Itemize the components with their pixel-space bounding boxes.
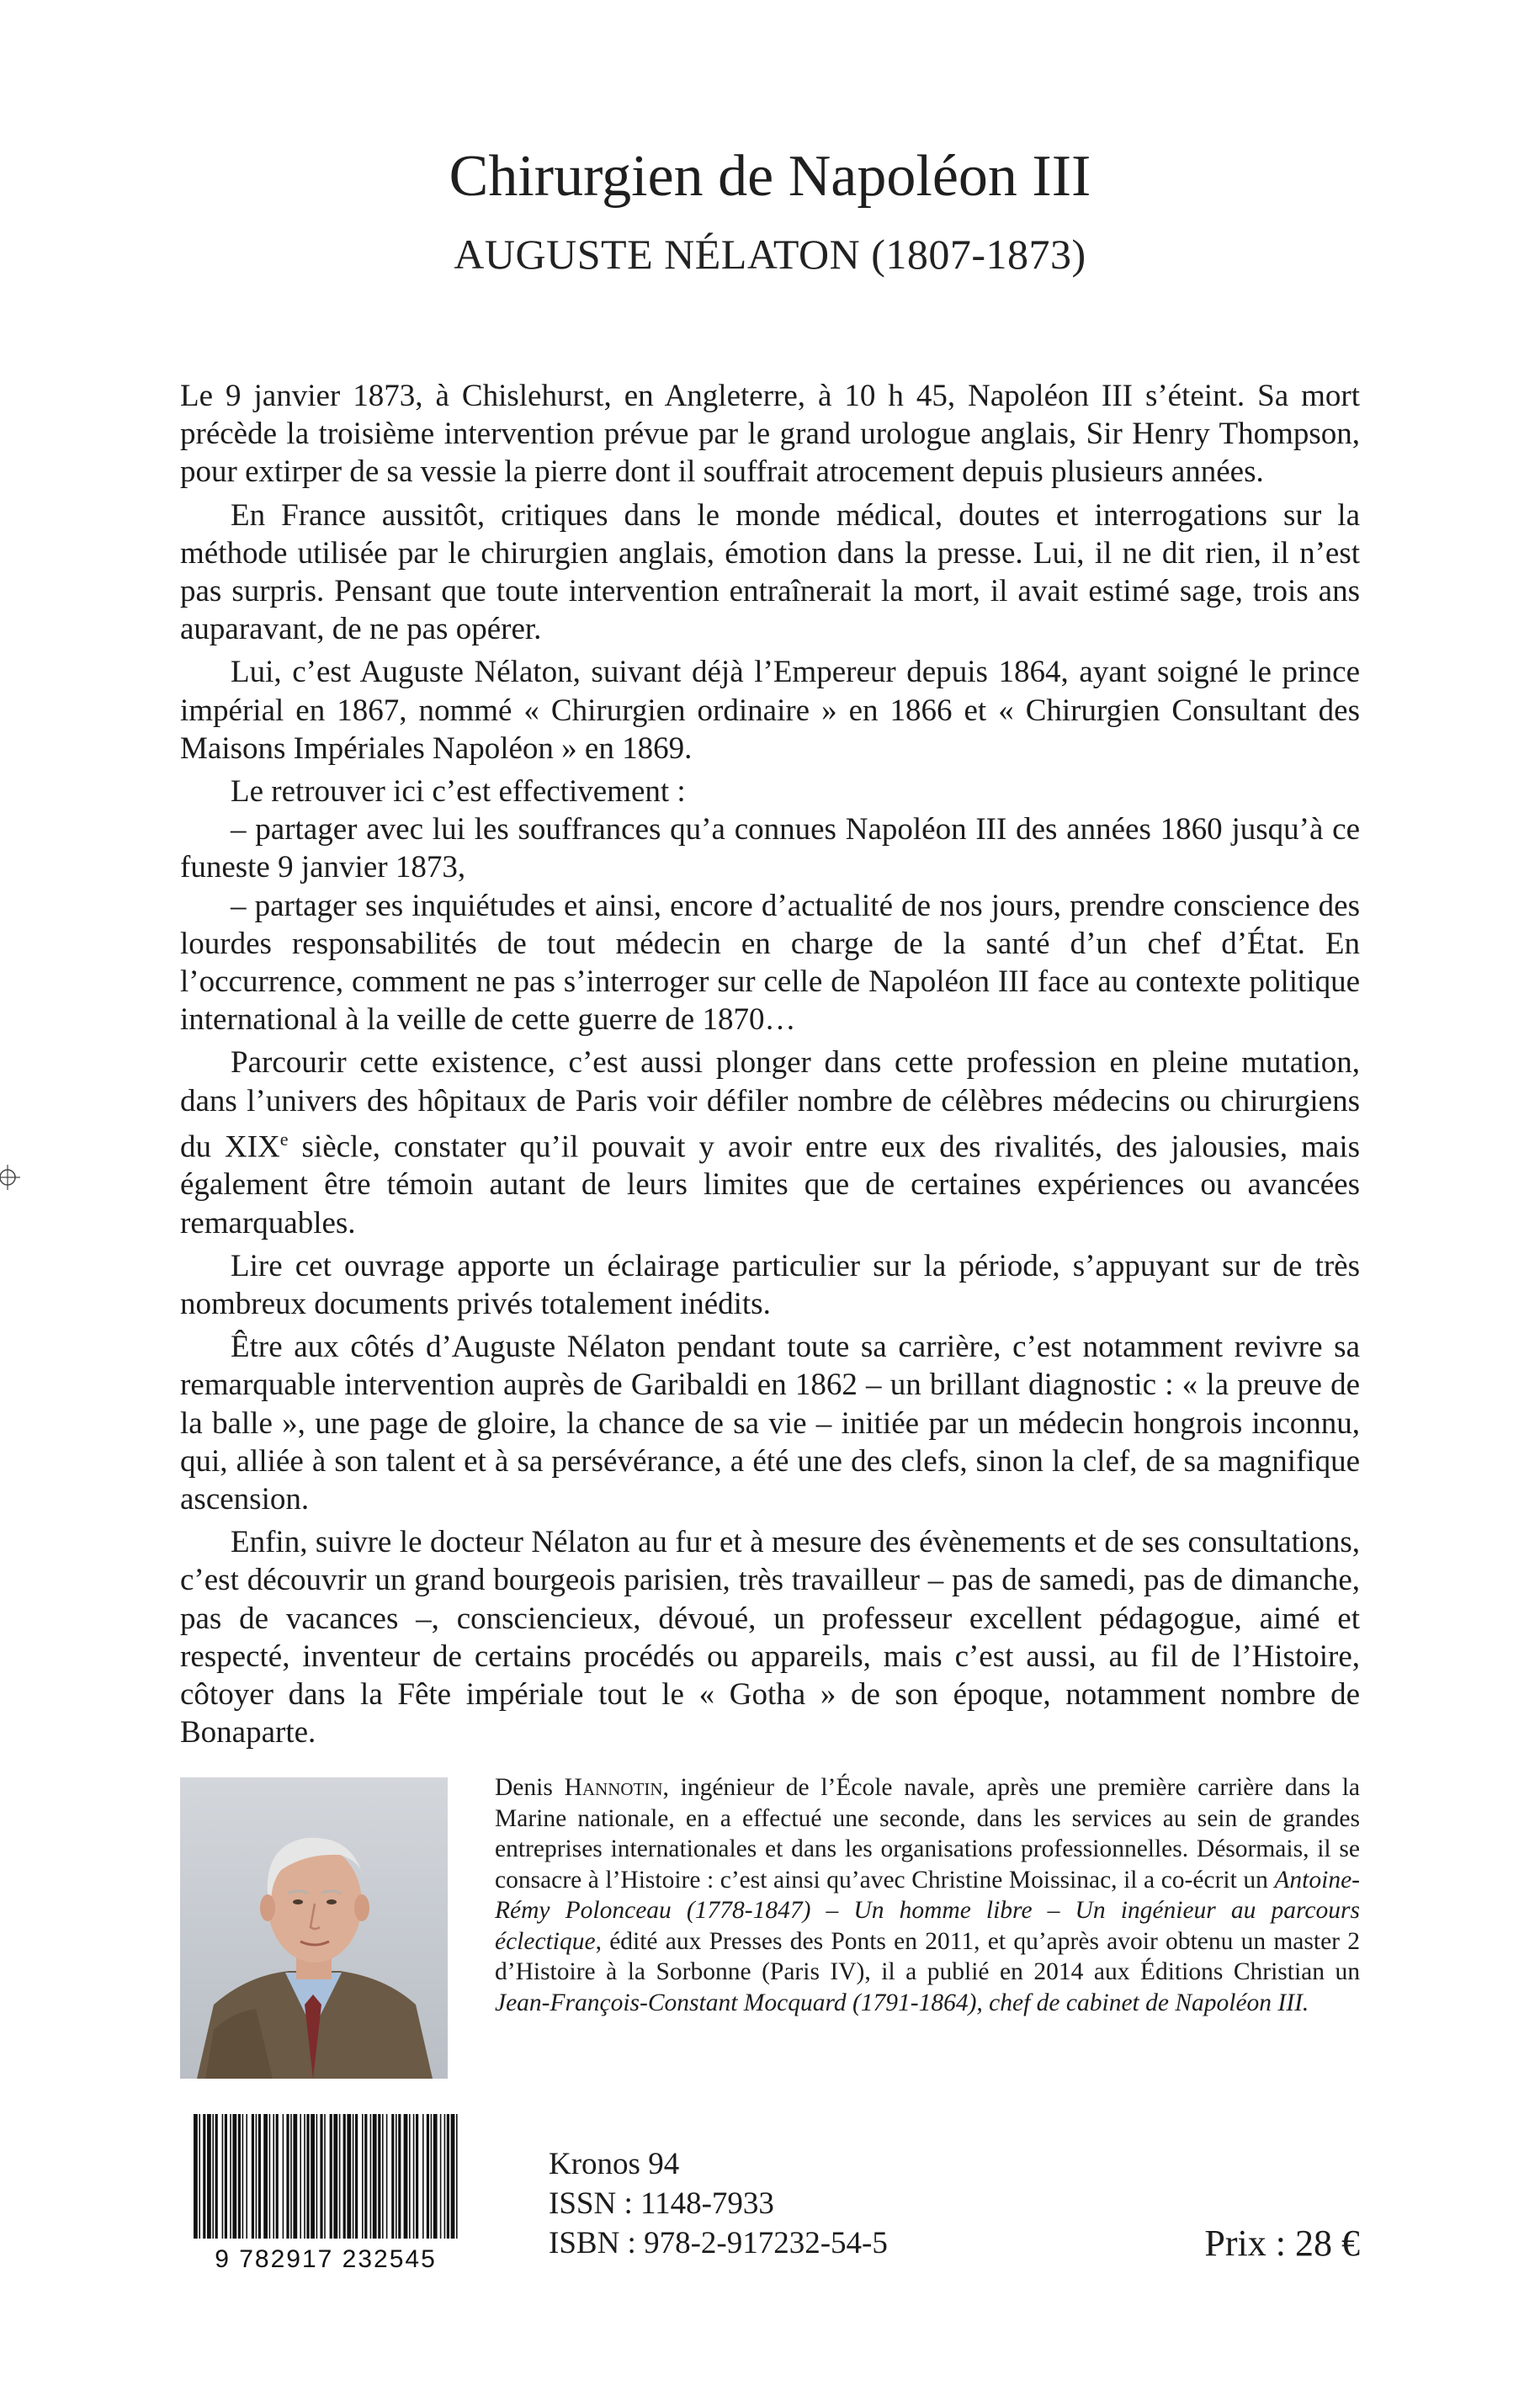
barcode-bar [203, 2114, 205, 2239]
barcode-bar [199, 2114, 200, 2239]
barcode-bar [215, 2114, 218, 2239]
barcode-bar [330, 2114, 332, 2239]
barcode-bar [333, 2114, 337, 2239]
barcode-bar [413, 2114, 415, 2239]
blurb-list-item: – partager avec lui les souffrances qu’a connues Napoléon III des années 1860 jusqu’à ce funeste 9 janvier 1873, [180, 812, 1360, 885]
barcode-bar [378, 2114, 380, 2239]
barcode-bar [290, 2114, 292, 2239]
barcode-bar [364, 2114, 367, 2239]
barcode-bar [304, 2114, 305, 2239]
bio-paragraph [495, 1772, 1360, 2018]
barcode-bar [404, 2114, 408, 2239]
barcode-graphic [189, 2114, 463, 2271]
barcode-bar [391, 2114, 394, 2239]
author-bio [495, 1772, 1360, 2018]
bio-text: , ingénieur de l’École navale, après une première carrière dans la Marine nationale, en a effectué une seconde, dans les services au sein de grandes entreprises internationales et dans les organisations professionnelles. Désormais, il se consacre à l’Histoire : c’est ainsi qu’avec Christine Moissinac, il a co-écrit un [495, 1774, 1360, 1894]
barcode-bar [447, 2114, 449, 2239]
superscript: e [279, 1128, 289, 1150]
barcode-bar [276, 2114, 279, 2239]
price: Prix : 28 € [1204, 2223, 1360, 2264]
barcode-bar [222, 2114, 224, 2239]
author-last-name: Hannotin [564, 1774, 663, 1801]
barcode-bar [300, 2114, 301, 2239]
blurb [180, 377, 1360, 1756]
barcode-bar [427, 2114, 429, 2239]
barcode-bar [422, 2114, 424, 2239]
barcode-bar [242, 2114, 244, 2239]
blurb-paragraph: Lire cet ouvrage apporte un éclairage particulier sur la période, s’appuyant sur de très nombreux documents privés totalement inédits. [180, 1248, 1360, 1321]
barcode-bar [398, 2114, 401, 2239]
barcode-bar [373, 2114, 377, 2239]
barcode-bar [431, 2114, 433, 2239]
barcode-digits: 9 782917 232545 [215, 2245, 437, 2271]
isbn-barcode [189, 2114, 463, 2271]
barcode-bar [456, 2114, 458, 2239]
barcode-bar [286, 2114, 289, 2239]
barcode-bar [256, 2114, 258, 2239]
bio-text: , édité aux Presses des Ponts en 2011, et qu’après avoir obtenu un master 2 d’Histoire à la Sorbonne (Paris IV), il a publié en 2014 aux Éditions Christian un [495, 1927, 1360, 1985]
blurb-paragraph: Être aux côtés d’Auguste Nélaton pendant toute sa carrière, c’est notamment revivre sa remarquable intervention auprès de Garibaldi en 1862 – un brillant diagnostic : « la preuve de la balle », une page de gloire, la chance de sa vie – initiée par un médecin hongrois inconnu, qui, alliée à son talent et à sa persévérance, a été une des clefs, sinon la clef, de sa magnifique ascension. [180, 1330, 1360, 1517]
barcode-bar [311, 2114, 315, 2239]
barcode-bar [324, 2114, 326, 2239]
barcode-bar [238, 2114, 241, 2239]
barcode-bar [382, 2114, 384, 2239]
barcode-bar [451, 2114, 455, 2239]
blurb-list-item: – partager ses inquiétudes et ainsi, encore d’actualité de nos jours, prendre conscience des lourdes responsabilités de tout médecin en charge de la santé d’un chef d’État. En l’occurrence, comment ne pas s’interroger sur celle de Napoléon III face au contexte politique international à la veille de cette guerre de 1870… [180, 888, 1360, 1038]
blurb-paragraph: Enfin, suivre le docteur Nélaton au fur et à mesure des évènements et de ses consultations, c’est découvrir un grand bourgeois parisien, très travailleur – pas de samedi, pas de dimanche, pas de vacances –, consciencieux, dévoué, un professeur excellent pédagogue, aimé et respecté, inventeur de certains procédés ou appareils, mais c’est aussi, au fil de l’Histoire, côtoyer dans la Fête impériale tout le « Gotha » de son époque, notamment nombre de Bonaparte. [180, 1525, 1360, 1750]
blurb-text: Parcourir cette existence, c’est aussi plonger dans cette profession en pleine mutation, dans l’univers des hôpitaux de Paris voir défiler nombre de célèbres médecins ou chirurgiens du XIX [180, 1045, 1360, 1165]
barcode-bar [306, 2114, 309, 2239]
author-photo [180, 1777, 448, 2079]
publication-info [549, 2144, 888, 2263]
barcode-bar [207, 2114, 211, 2239]
barcode-bar [246, 2114, 247, 2239]
barcode-bar [316, 2114, 318, 2239]
blurb-paragraph: Le 9 janvier 1873, à Chislehurst, en Angleterre, à 10 h 45, Napoléon III s’éteint. Sa mort précède la troisième intervention prévue par le grand urologue anglais, Sir Henry Thompson, pour extirper de sa vessie la pierre dont il souffrait atrocement depuis plusieurs années. [180, 379, 1360, 490]
blurb-paragraph [180, 1044, 1360, 1241]
barcode-bar [440, 2114, 442, 2239]
blurb-paragraph: Lui, c’est Auguste Nélaton, suivant déjà l’Empereur depuis 1864, ayant soigné le prince impérial en 1867, nommé « Chirurgien ordinaire » en 1866 et « Chirurgien Consultant des Maisons Impériales Napoléon » en 1869. [180, 655, 1360, 766]
barcode-bar [347, 2114, 351, 2239]
barcode-bar [355, 2114, 358, 2239]
barcode-bar [416, 2114, 418, 2239]
barcode-bar [343, 2114, 346, 2239]
barcode-bar [409, 2114, 411, 2239]
book-subtitle: AUGUSTE NÉLATON (1807-1873) [454, 231, 1086, 278]
barcode-bar [230, 2114, 231, 2239]
barcode-bar [362, 2114, 364, 2239]
blurb-text: siècle, constater qu’il pouvait y avoir entre eux des rivalités, des jalousies, mais également être témoin autant de leurs limites que de certaines expériences ou avancées remarquables. [180, 1129, 1360, 1240]
barcode-bar [293, 2114, 297, 2239]
barcode-bar [283, 2114, 284, 2239]
registration-mark-icon [0, 1165, 20, 1190]
barcode-bar [433, 2114, 438, 2239]
barcode-bar [339, 2114, 341, 2239]
book-title: Chirurgien de Napoléon III [449, 144, 1091, 209]
issn: ISSN : 1148-7933 [549, 2186, 774, 2221]
barcode-bar [444, 2114, 446, 2239]
bio-book-title: Antoine-Rémy Polonceau (1778-1847) – Un homme libre – Un ingénieur au parcours éclectique [495, 1866, 1360, 1955]
bio-book-title: Jean-François-Constant Mocquard (1791-1864), chef de cabinet de Napoléon III. [495, 1989, 1309, 2016]
barcode-bar [258, 2114, 261, 2239]
barcode-bar [194, 2114, 198, 2239]
series-name: Kronos 94 [549, 2147, 680, 2181]
author-portrait-image [180, 1777, 448, 2079]
barcode-bar [225, 2114, 227, 2239]
barcode-bar [212, 2114, 214, 2239]
barcode-bar [386, 2114, 388, 2239]
barcode-bar [396, 2114, 397, 2239]
blurb-paragraph: Le retrouver ici c’est effectivement : [231, 774, 686, 810]
barcode-bar [353, 2114, 354, 2239]
barcode-bar [269, 2114, 271, 2239]
blurb-paragraph: En France aussitôt, critiques dans le monde médical, doutes et interrogations sur la méthode utilisée par le chirurgien anglais, émotion dans la presse. Lui, il ne dit rien, il n’est pas surpris. Pensant que toute intervention entraînerait la mort, il avait estimé sage, trois ans auparavant, de ne pas opérer. [180, 497, 1360, 647]
barcode-bar [232, 2114, 236, 2239]
barcode-bar [370, 2114, 372, 2239]
barcode-bar [320, 2114, 322, 2239]
barcode-bar [252, 2114, 254, 2239]
barcode-bar [263, 2114, 268, 2239]
isbn: ISBN : 978-2-917232-54-5 [549, 2226, 888, 2260]
barcode-bar [273, 2114, 274, 2239]
author-first-name: Denis [495, 1774, 553, 1801]
